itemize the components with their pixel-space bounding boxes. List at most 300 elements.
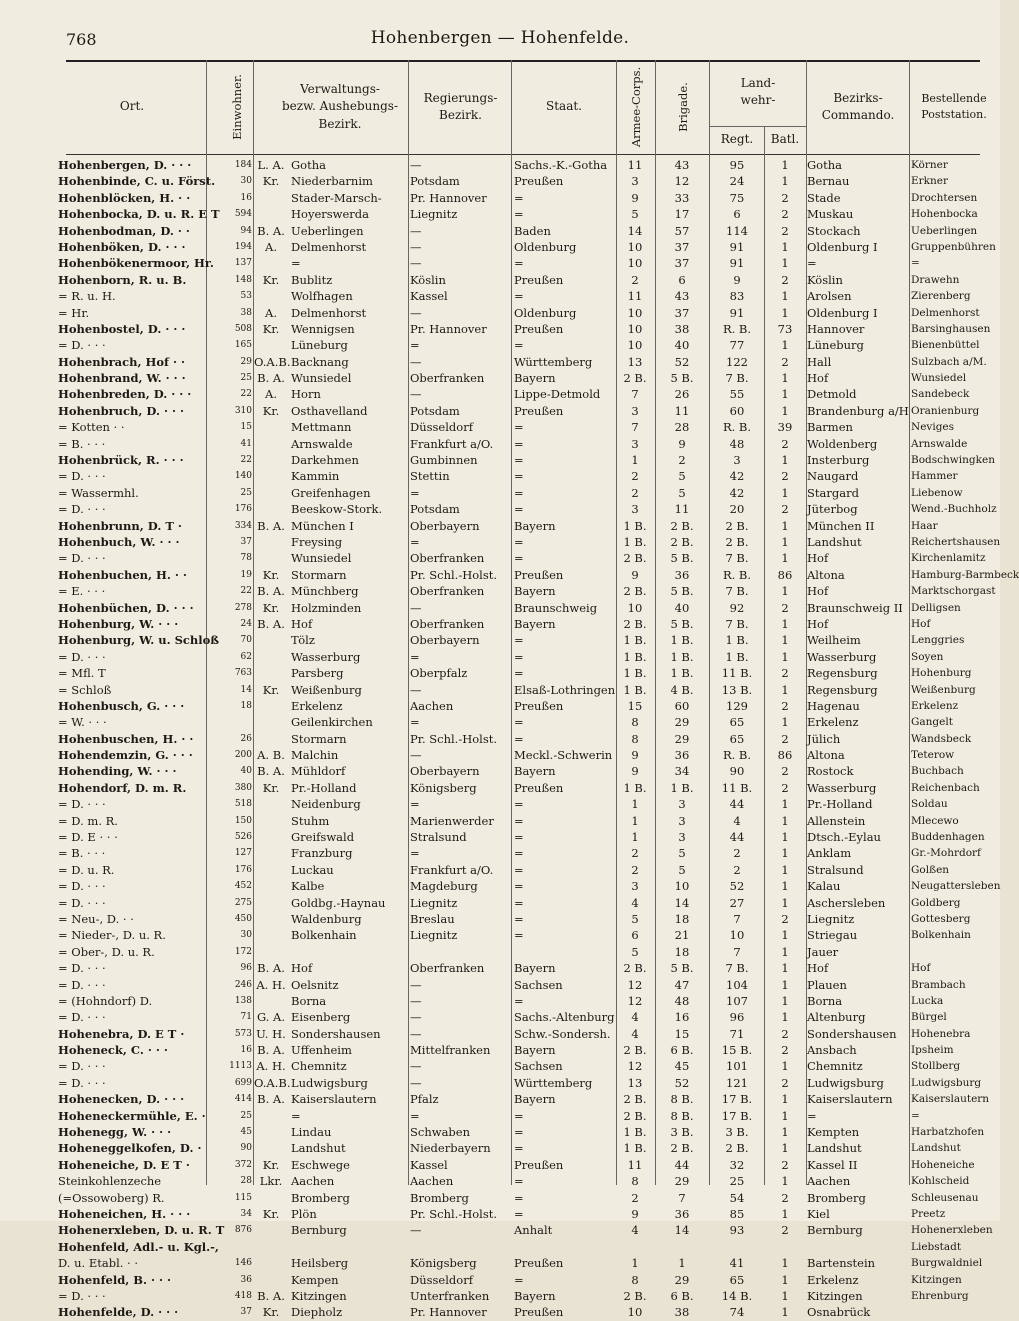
table-cell: Stargard	[807, 485, 859, 500]
table-cell: Württemberg	[514, 354, 593, 369]
table-cell: =	[514, 1174, 524, 1189]
table-cell: Liebstadt	[911, 1240, 962, 1253]
table-cell: 2	[631, 846, 639, 861]
table-cell: Hohenbrach, Hof · ·	[58, 354, 185, 369]
table-cell: 90	[729, 764, 745, 779]
table-cell: 54	[729, 1190, 745, 1205]
table-cell: Kalbe	[291, 879, 325, 894]
table-cell: 11	[627, 158, 643, 172]
table-cell: 13 B.	[721, 682, 753, 697]
table-cell: 9	[631, 1207, 639, 1221]
table-cell: 2 B.	[725, 534, 749, 549]
table-cell: 15	[674, 1026, 690, 1041]
table-cell: =	[410, 1108, 420, 1123]
table-cell: 60	[674, 698, 690, 713]
table-cell: =	[514, 895, 524, 910]
table-cell: 1	[781, 1305, 789, 1320]
table-cell: Neidenburg	[291, 797, 361, 812]
table-row	[0, 518, 1000, 534]
table-cell: = W. · · ·	[58, 715, 107, 730]
header-rule	[66, 154, 980, 155]
table-cell: = Mfl. T	[58, 666, 106, 681]
table-cell: Weilheim	[807, 633, 861, 648]
table-cell: Kr.	[262, 174, 280, 189]
table-cell: 22	[240, 389, 252, 400]
table-cell: 140	[234, 471, 252, 482]
table-cell: 27	[729, 895, 745, 910]
table-row	[0, 255, 1000, 271]
table-cell: 1	[781, 830, 789, 845]
table-cell: Bromberg	[807, 1190, 866, 1205]
table-cell: Bublitz	[291, 272, 333, 287]
table-cell: 9	[733, 272, 741, 287]
table-cell: 38	[240, 307, 252, 318]
table-row	[0, 157, 1000, 173]
table-cell: Oldenburg	[514, 239, 577, 254]
table-cell: 12	[627, 977, 643, 992]
table-cell: A. H.	[256, 977, 286, 992]
table-cell: 7 B.	[725, 551, 749, 566]
table-cell: = Kotten · ·	[58, 420, 125, 435]
table-cell: Marktschorgast	[911, 585, 996, 598]
table-cell: 278	[234, 602, 252, 613]
table-cell: 1	[781, 813, 789, 828]
table-cell: 1	[781, 1059, 789, 1074]
table-cell: 8	[631, 731, 639, 746]
table-cell: 22	[240, 586, 252, 597]
table-cell: 45	[240, 1127, 252, 1138]
table-cell: 1 B.	[623, 518, 647, 533]
table-cell: 1	[781, 518, 789, 533]
table-cell: 7	[678, 1190, 686, 1205]
table-cell: Kr.	[262, 780, 280, 795]
table-cell: Württemberg	[514, 1075, 593, 1090]
table-cell: München I	[291, 518, 354, 533]
table-cell: 1 B.	[670, 633, 694, 648]
table-cell: Hohenbrück, R. · · ·	[58, 453, 184, 468]
table-cell: Parsberg	[291, 666, 344, 681]
table-cell: =	[410, 846, 420, 861]
table-row	[0, 977, 1000, 993]
table-cell: 1	[781, 584, 789, 599]
table-cell: Hoheneiche, D. E T ·	[58, 1157, 190, 1172]
table-cell: Hof	[291, 616, 313, 631]
table-cell: 246	[234, 979, 252, 990]
table-cell: = D. · · ·	[58, 1288, 106, 1303]
table-cell: 93	[729, 1223, 745, 1238]
table-cell: 414	[234, 1094, 252, 1105]
table-cell: 78	[240, 553, 252, 564]
table-cell: =	[514, 928, 524, 943]
table-cell: 71	[729, 1026, 745, 1041]
table-cell: Luckau	[291, 862, 334, 877]
table-cell: Jauer	[807, 944, 839, 959]
table-cell: Oelsnitz	[291, 977, 339, 992]
table-cell: Pr. Schl.-Holst.	[410, 567, 498, 582]
table-cell: O.A.B.	[254, 354, 291, 369]
table-cell: 1 B.	[623, 1141, 647, 1156]
table-cell: Preußen	[514, 1256, 564, 1271]
table-cell: Aachen	[410, 1174, 454, 1189]
table-cell: Insterburg	[807, 453, 870, 468]
table-cell: 62	[240, 651, 252, 662]
table-cell: 1	[781, 453, 789, 468]
table-cell: Hohenbostel, D. · · ·	[58, 321, 186, 336]
table-cell: 3	[678, 830, 686, 845]
table-cell: 2	[631, 469, 639, 484]
table-cell: =	[514, 1125, 524, 1140]
table-row	[0, 1206, 1000, 1222]
table-row	[0, 337, 1000, 353]
table-cell: Oberbayern	[410, 518, 480, 533]
table-cell: 148	[234, 274, 252, 285]
table-cell: Bolkenhain	[911, 929, 971, 942]
table-cell: = D. · · ·	[58, 338, 106, 353]
table-cell: 5 B.	[670, 371, 694, 386]
table-cell: 176	[234, 864, 252, 875]
table-cell: =	[291, 1108, 301, 1123]
table-cell: Bayern	[514, 1043, 556, 1058]
table-cell: A. B.	[257, 748, 285, 763]
table-cell: Ueberlingen	[291, 223, 364, 238]
table-cell: 2 B.	[623, 1108, 647, 1123]
table-cell: Naugard	[807, 469, 859, 484]
table-cell: 1 B.	[623, 682, 647, 697]
table-cell: Hohenburg, W. u. Schloß	[58, 633, 220, 648]
table-cell: 2	[781, 666, 789, 681]
table-cell: 77	[729, 338, 745, 353]
table-cell: 127	[234, 848, 252, 859]
table-cell: 3	[631, 403, 639, 418]
table-cell: Stollberg	[911, 1060, 961, 1073]
table-row	[0, 1124, 1000, 1140]
table-cell: U. H.	[256, 1026, 286, 1041]
table-cell: Hohenbuch, W. · · ·	[58, 534, 180, 549]
table-cell: =	[514, 534, 524, 549]
table-cell: 10	[627, 239, 643, 254]
table-cell: 1 B.	[623, 666, 647, 681]
table-cell: Sachs.-Altenburg	[514, 1010, 615, 1025]
table-cell: Delmenhorst	[911, 306, 980, 319]
table-cell: 2 B.	[623, 551, 647, 566]
table-cell: Hohenegg, W. · · ·	[58, 1125, 172, 1140]
table-cell: Dtsch.-Eylau	[807, 830, 881, 845]
table-row	[0, 386, 1000, 402]
table-cell: Hohenbrand, W. · · ·	[58, 371, 186, 386]
table-cell: Liegnitz	[410, 928, 458, 943]
table-cell: Frankfurt a/O.	[410, 862, 494, 877]
table-cell: 1	[781, 485, 789, 500]
table-cell: Regensburg	[807, 682, 878, 697]
table-cell: Delmenhorst	[291, 239, 367, 254]
table-cell: 5	[631, 911, 639, 926]
table-cell: Preußen	[514, 1157, 564, 1172]
table-cell: Lindau	[291, 1125, 332, 1140]
table-cell: = D. · · ·	[58, 649, 106, 664]
table-cell: Kohlscheid	[911, 1175, 970, 1188]
table-cell: Preußen	[514, 567, 564, 582]
table-cell: Stettin	[410, 469, 450, 484]
table-cell: Hohenerxleben, D. u. R. T	[58, 1223, 225, 1238]
table-cell: 1	[631, 1256, 639, 1271]
table-cell: Aachen	[807, 1174, 851, 1189]
table-cell: 137	[234, 258, 252, 269]
table-cell: Kassel II	[807, 1157, 858, 1172]
table-cell: Burgwaldniel	[911, 1257, 983, 1270]
table-cell: Hohenbreden, D. · · ·	[58, 387, 192, 402]
table-cell: Borna	[807, 993, 843, 1008]
table-row	[0, 1190, 1000, 1206]
table-cell: 1	[781, 1108, 789, 1123]
table-cell: 86	[777, 567, 793, 582]
table-cell: 1	[781, 993, 789, 1008]
table-cell: Königsberg	[410, 1256, 477, 1271]
table-cell: Brambach	[911, 978, 966, 991]
table-cell: = D. u. R.	[58, 862, 115, 877]
table-cell: Hohenbergen, D. · · ·	[58, 158, 192, 172]
table-cell: Lüneburg	[291, 338, 348, 353]
table-cell: 17 B.	[721, 1108, 753, 1123]
table-cell: 65	[729, 1272, 745, 1287]
table-cell: —	[410, 223, 422, 238]
table-cell: Franzburg	[291, 846, 353, 861]
gazetteer-table	[0, 157, 1019, 1321]
table-cell: 2 B.	[623, 1092, 647, 1107]
table-cell: =	[514, 289, 524, 304]
table-cell: Mühldorf	[291, 764, 346, 779]
table-cell: 2	[781, 1043, 789, 1058]
table-cell: 13	[627, 1075, 643, 1090]
table-cell: =	[514, 551, 524, 566]
table-cell: Bürgel	[911, 1011, 947, 1024]
table-cell: Drochtersen	[911, 191, 978, 204]
table-row	[0, 1091, 1000, 1107]
table-cell: 8 B.	[670, 1092, 694, 1107]
table-cell: 2	[781, 436, 789, 451]
table-cell: 2	[631, 272, 639, 287]
table-cell: 4 B.	[670, 682, 694, 697]
table-cell: 6 B.	[670, 1043, 694, 1058]
table-cell: 2	[781, 1223, 789, 1238]
table-cell: 2	[781, 207, 789, 222]
table-row	[0, 1222, 1000, 1238]
table-cell: 57	[674, 223, 690, 238]
table-cell: Oldenburg I	[807, 305, 878, 320]
table-cell: Hoheneiche	[911, 1158, 975, 1171]
table-cell: —	[410, 682, 422, 697]
table-cell: Wunsiedel	[291, 551, 352, 566]
table-cell: 11 B.	[721, 666, 753, 681]
table-cell: Kr.	[262, 1305, 280, 1320]
table-cell: 2 B.	[623, 371, 647, 386]
table-cell: 1 B.	[670, 666, 694, 681]
table-row	[0, 731, 1000, 747]
table-cell: 200	[234, 750, 252, 761]
table-cell: Freysing	[291, 534, 343, 549]
table-cell: 101	[726, 1059, 748, 1074]
table-cell: 85	[729, 1207, 745, 1221]
table-cell: Mlecewo	[911, 814, 959, 827]
table-cell: Woldenberg	[807, 436, 878, 451]
table-cell: =	[514, 1141, 524, 1156]
table-cell: 10	[627, 321, 643, 336]
table-cell: Backnang	[291, 354, 349, 369]
table-cell: Bayern	[514, 518, 556, 533]
table-row	[0, 714, 1000, 730]
table-cell: B. A.	[257, 1043, 285, 1058]
table-cell: 122	[726, 354, 748, 369]
table-cell: 104	[726, 977, 748, 992]
table-cell: 91	[729, 239, 745, 254]
table-cell: = D. · · ·	[58, 797, 106, 812]
table-cell: 30	[240, 176, 252, 187]
table-cell: 42	[729, 469, 745, 484]
table-cell: 14	[627, 223, 643, 238]
table-row	[0, 911, 1000, 927]
table-cell: Kr.	[262, 1207, 280, 1221]
table-cell: 18	[674, 911, 690, 926]
table-cell: Golßen	[911, 863, 950, 876]
table-cell: 1	[781, 1010, 789, 1025]
table-cell: Köslin	[410, 272, 446, 287]
table-cell: Oberbayern	[410, 764, 480, 779]
table-cell: 2	[781, 780, 789, 795]
table-cell: 184	[234, 160, 252, 170]
table-row	[0, 173, 1000, 189]
table-row	[0, 272, 1000, 288]
table-cell: 1	[781, 1288, 789, 1303]
table-cell: Hof	[911, 962, 931, 975]
table-cell: Striegau	[807, 928, 858, 943]
table-cell: =	[514, 862, 524, 877]
table-cell: 1113	[229, 1061, 252, 1072]
table-cell: Hoheneggelkofen, D. ·	[58, 1141, 202, 1156]
table-cell: B. A.	[257, 518, 285, 533]
table-cell: =	[911, 257, 920, 270]
table-cell: 11 B.	[721, 780, 753, 795]
table-cell: Marienwerder	[410, 813, 494, 828]
table-cell: 3	[631, 436, 639, 451]
table-cell: 115	[234, 1192, 252, 1203]
table-row	[0, 649, 1000, 665]
table-cell: 29	[240, 356, 252, 367]
table-cell: 7 B.	[725, 961, 749, 976]
table-cell: Neugattersleben	[911, 880, 1001, 893]
table-row	[0, 944, 1000, 960]
column-header	[0, 60, 1000, 154]
table-cell: Uffenheim	[291, 1043, 352, 1058]
table-cell: 13	[627, 354, 643, 369]
table-cell: 25	[240, 487, 252, 498]
table-cell: 42	[729, 485, 745, 500]
table-cell: Hof	[807, 371, 829, 386]
table-cell: 1	[781, 289, 789, 304]
table-cell: 4	[631, 1010, 639, 1025]
table-cell: 60	[729, 403, 745, 418]
table-cell: B. A.	[257, 961, 285, 976]
table-cell: Pfalz	[410, 1092, 439, 1107]
table-cell: 86	[777, 748, 793, 763]
table-cell: Buchbach	[911, 765, 964, 778]
table-row	[0, 1173, 1000, 1189]
table-cell: =	[514, 797, 524, 812]
table-cell: 11	[627, 289, 643, 304]
table-cell: Hohenbruch, D. · · ·	[58, 403, 184, 418]
table-cell: Preetz	[911, 1208, 946, 1220]
table-cell: =	[514, 469, 524, 484]
table-cell: = D. · · ·	[58, 895, 106, 910]
table-cell: Rostock	[807, 764, 854, 779]
table-cell: R. B.	[722, 321, 752, 336]
table-cell: Pr. Hannover	[410, 190, 487, 205]
table-cell: Steinkohlenzeche	[58, 1174, 162, 1189]
table-cell: = D. · · ·	[58, 551, 106, 566]
table-cell: Hohenbüchen, D. · · ·	[58, 600, 194, 615]
table-cell: Unterfranken	[410, 1288, 490, 1303]
table-cell: =	[514, 190, 524, 205]
table-cell: Bernburg	[291, 1223, 347, 1238]
table-cell: =	[514, 846, 524, 861]
table-cell: Weißenburg	[911, 683, 976, 696]
col-einwohner: Einwohner.	[230, 74, 245, 140]
table-cell: 10	[627, 338, 643, 353]
table-cell: Hohenborn, R. u. B.	[58, 272, 187, 287]
table-cell: Kiel	[807, 1207, 830, 1221]
table-cell: 10	[627, 1305, 643, 1320]
table-cell: =	[514, 715, 524, 730]
table-cell: Chemnitz	[291, 1059, 347, 1074]
table-row	[0, 223, 1000, 239]
table-cell: =	[410, 534, 420, 549]
table-row	[0, 403, 1000, 419]
table-cell: 65	[729, 731, 745, 746]
table-cell: 28	[240, 1176, 252, 1187]
table-cell: Lkr.	[259, 1174, 283, 1189]
table-cell: 310	[234, 405, 252, 416]
table-cell: 2	[781, 1157, 789, 1172]
table-cell: —	[410, 1026, 422, 1041]
table-row	[0, 747, 1000, 763]
table-cell: Hohenerxleben	[911, 1224, 993, 1237]
table-cell: 1 B.	[623, 633, 647, 648]
table-cell: 418	[234, 1290, 252, 1301]
col-post: Bestellende Poststation.	[921, 92, 987, 121]
table-cell: 28	[674, 420, 690, 435]
table-cell: = D. · · ·	[58, 502, 106, 517]
table-row	[0, 796, 1000, 812]
table-cell: 8	[631, 1174, 639, 1189]
table-cell: Aachen	[291, 1174, 335, 1189]
table-cell: 29	[674, 731, 690, 746]
table-cell: Bernburg	[807, 1223, 863, 1238]
table-cell: 1	[781, 387, 789, 402]
table-cell: Oberbayern	[410, 633, 480, 648]
table-cell: Frankfurt a/O.	[410, 436, 494, 451]
table-cell: 4	[733, 813, 741, 828]
table-cell: Ueberlingen	[911, 224, 978, 237]
table-cell: Gangelt	[911, 716, 953, 729]
landwehr-subrule	[710, 126, 806, 127]
table-cell: 2	[678, 453, 686, 468]
table-cell: Liegnitz	[807, 911, 855, 926]
table-cell: 194	[234, 241, 252, 252]
table-cell: = Nieder-, D. u. R.	[58, 928, 166, 943]
table-cell: 36	[674, 1207, 690, 1221]
table-cell: Braunschweig	[514, 600, 598, 615]
table-row	[0, 1140, 1000, 1156]
table-cell: Wunsiedel	[291, 371, 352, 386]
table-cell: —	[410, 1075, 422, 1090]
